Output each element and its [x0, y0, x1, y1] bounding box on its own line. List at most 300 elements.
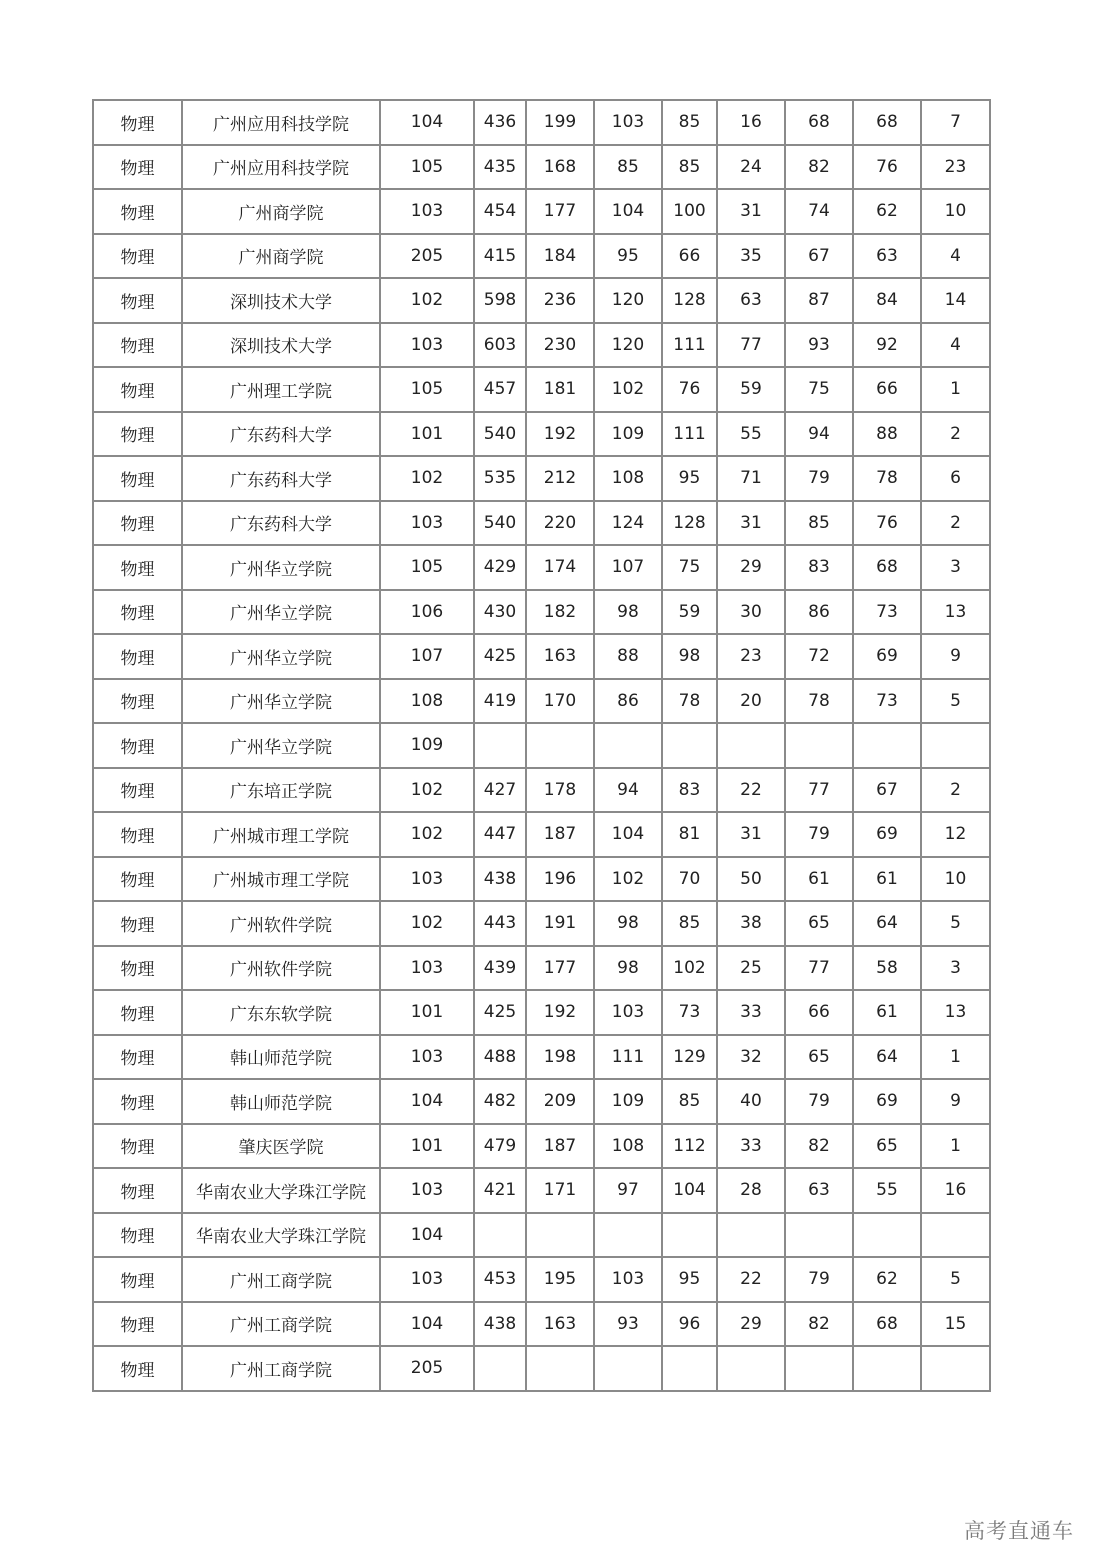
value-cell: 31: [717, 812, 785, 857]
value-cell: 170: [526, 679, 594, 724]
table-row: [93, 412, 990, 457]
major-group-cell: 105: [380, 367, 474, 412]
value-cell: 77: [717, 323, 785, 368]
value-cell: 120: [594, 278, 662, 323]
value-cell: [594, 723, 662, 768]
value-cell: 16: [717, 100, 785, 145]
major-group-cell: 101: [380, 412, 474, 457]
value-cell: 23: [921, 145, 990, 190]
value-cell: 79: [785, 812, 853, 857]
major-group-cell: 103: [380, 1035, 474, 1080]
major-group-cell: 102: [380, 812, 474, 857]
table-row: [93, 501, 990, 546]
value-cell: 103: [594, 990, 662, 1035]
value-cell: 85: [662, 901, 717, 946]
value-cell: 68: [853, 1302, 921, 1347]
value-cell: 66: [662, 234, 717, 279]
value-cell: 5: [921, 901, 990, 946]
value-cell: [853, 723, 921, 768]
value-cell: 104: [662, 1168, 717, 1213]
value-cell: 102: [594, 367, 662, 412]
value-cell: 103: [594, 100, 662, 145]
value-cell: [921, 723, 990, 768]
value-cell: [921, 1213, 990, 1258]
school-cell: 广州工商学院: [182, 1302, 380, 1347]
value-cell: 65: [853, 1124, 921, 1169]
value-cell: 64: [853, 1035, 921, 1080]
subject-cell: 物理: [93, 812, 182, 857]
value-cell: 102: [594, 857, 662, 902]
value-cell: 76: [662, 367, 717, 412]
value-cell: 415: [474, 234, 526, 279]
value-cell: 104: [594, 189, 662, 234]
value-cell: 85: [662, 100, 717, 145]
value-cell: 61: [853, 857, 921, 902]
major-group-cell: 205: [380, 1346, 474, 1391]
school-cell: 广州工商学院: [182, 1257, 380, 1302]
value-cell: 108: [594, 1124, 662, 1169]
value-cell: 3: [921, 946, 990, 991]
table-row: [93, 901, 990, 946]
subject-cell: 物理: [93, 1168, 182, 1213]
table-row: [93, 768, 990, 813]
major-group-cell: 103: [380, 946, 474, 991]
subject-cell: 物理: [93, 1302, 182, 1347]
subject-cell: 物理: [93, 412, 182, 457]
value-cell: 108: [594, 456, 662, 501]
school-cell: 华南农业大学珠江学院: [182, 1168, 380, 1213]
table-row: [93, 323, 990, 368]
table-row: [93, 1302, 990, 1347]
major-group-cell: 105: [380, 145, 474, 190]
value-cell: 103: [594, 1257, 662, 1302]
subject-cell: 物理: [93, 234, 182, 279]
value-cell: 540: [474, 501, 526, 546]
value-cell: 79: [785, 1257, 853, 1302]
value-cell: 64: [853, 901, 921, 946]
value-cell: 30: [717, 590, 785, 635]
table-row: [93, 1213, 990, 1258]
value-cell: 435: [474, 145, 526, 190]
value-cell: 40: [717, 1079, 785, 1124]
value-cell: 95: [594, 234, 662, 279]
value-cell: 74: [785, 189, 853, 234]
value-cell: 70: [662, 857, 717, 902]
major-group-cell: 104: [380, 1213, 474, 1258]
value-cell: 24: [717, 145, 785, 190]
subject-cell: 物理: [93, 1035, 182, 1080]
value-cell: 1: [921, 1124, 990, 1169]
major-group-cell: 101: [380, 990, 474, 1035]
value-cell: 182: [526, 590, 594, 635]
value-cell: 93: [785, 323, 853, 368]
value-cell: 68: [853, 545, 921, 590]
value-cell: [853, 1213, 921, 1258]
value-cell: [526, 723, 594, 768]
subject-cell: 物理: [93, 901, 182, 946]
value-cell: 31: [717, 189, 785, 234]
major-group-cell: 103: [380, 323, 474, 368]
value-cell: 32: [717, 1035, 785, 1080]
school-cell: 广州城市理工学院: [182, 812, 380, 857]
value-cell: [785, 723, 853, 768]
table-row: [93, 812, 990, 857]
value-cell: 453: [474, 1257, 526, 1302]
subject-cell: 物理: [93, 278, 182, 323]
value-cell: [662, 1346, 717, 1391]
table-row: [93, 679, 990, 724]
value-cell: 98: [594, 946, 662, 991]
value-cell: 488: [474, 1035, 526, 1080]
value-cell: 63: [853, 234, 921, 279]
value-cell: 22: [717, 1257, 785, 1302]
value-cell: 230: [526, 323, 594, 368]
value-cell: 195: [526, 1257, 594, 1302]
value-cell: 66: [785, 990, 853, 1035]
table-row: [93, 145, 990, 190]
school-cell: 广州商学院: [182, 234, 380, 279]
value-cell: 61: [853, 990, 921, 1035]
subject-cell: 物理: [93, 768, 182, 813]
subject-cell: 物理: [93, 679, 182, 724]
value-cell: 75: [785, 367, 853, 412]
value-cell: 96: [662, 1302, 717, 1347]
subject-cell: 物理: [93, 145, 182, 190]
value-cell: 425: [474, 990, 526, 1035]
value-cell: 178: [526, 768, 594, 813]
subject-cell: 物理: [93, 723, 182, 768]
value-cell: 85: [662, 145, 717, 190]
value-cell: 171: [526, 1168, 594, 1213]
subject-cell: 物理: [93, 1124, 182, 1169]
major-group-cell: 103: [380, 1168, 474, 1213]
value-cell: 1: [921, 367, 990, 412]
value-cell: 2: [921, 768, 990, 813]
value-cell: 78: [853, 456, 921, 501]
value-cell: 177: [526, 946, 594, 991]
value-cell: 168: [526, 145, 594, 190]
score-table-body: [93, 100, 990, 1391]
subject-cell: 物理: [93, 1257, 182, 1302]
value-cell: 7: [921, 100, 990, 145]
major-group-cell: 102: [380, 278, 474, 323]
value-cell: 112: [662, 1124, 717, 1169]
value-cell: 38: [717, 901, 785, 946]
value-cell: 76: [853, 145, 921, 190]
value-cell: 78: [785, 679, 853, 724]
value-cell: 1: [921, 1035, 990, 1080]
value-cell: [853, 1346, 921, 1391]
value-cell: 76: [853, 501, 921, 546]
value-cell: 95: [662, 456, 717, 501]
table-row: [93, 1124, 990, 1169]
value-cell: 98: [594, 901, 662, 946]
value-cell: 63: [717, 278, 785, 323]
value-cell: 25: [717, 946, 785, 991]
value-cell: 421: [474, 1168, 526, 1213]
value-cell: [474, 723, 526, 768]
value-cell: 69: [853, 634, 921, 679]
school-cell: 华南农业大学珠江学院: [182, 1213, 380, 1258]
value-cell: 93: [594, 1302, 662, 1347]
table-row: [93, 590, 990, 635]
value-cell: 67: [853, 768, 921, 813]
value-cell: 83: [662, 768, 717, 813]
value-cell: 98: [662, 634, 717, 679]
major-group-cell: 107: [380, 634, 474, 679]
school-cell: 韩山师范学院: [182, 1035, 380, 1080]
value-cell: 88: [853, 412, 921, 457]
value-cell: 65: [785, 1035, 853, 1080]
table-row: [93, 1168, 990, 1213]
value-cell: [921, 1346, 990, 1391]
school-cell: 广东培正学院: [182, 768, 380, 813]
subject-cell: 物理: [93, 501, 182, 546]
value-cell: 191: [526, 901, 594, 946]
value-cell: 181: [526, 367, 594, 412]
school-cell: 广州华立学院: [182, 634, 380, 679]
value-cell: 23: [717, 634, 785, 679]
table-row: [93, 857, 990, 902]
value-cell: 50: [717, 857, 785, 902]
major-group-cell: 108: [380, 679, 474, 724]
value-cell: 10: [921, 857, 990, 902]
value-cell: 184: [526, 234, 594, 279]
value-cell: [594, 1346, 662, 1391]
value-cell: 22: [717, 768, 785, 813]
watermark: 高考直通车: [964, 1519, 1074, 1543]
school-cell: 韩山师范学院: [182, 1079, 380, 1124]
subject-cell: 物理: [93, 1346, 182, 1391]
value-cell: 429: [474, 545, 526, 590]
value-cell: 535: [474, 456, 526, 501]
table-row: [93, 1079, 990, 1124]
value-cell: 20: [717, 679, 785, 724]
value-cell: 439: [474, 946, 526, 991]
value-cell: 82: [785, 1302, 853, 1347]
value-cell: 86: [785, 590, 853, 635]
school-cell: 广州应用科技学院: [182, 145, 380, 190]
table-row: [93, 189, 990, 234]
school-cell: 深圳技术大学: [182, 323, 380, 368]
value-cell: 29: [717, 1302, 785, 1347]
subject-cell: 物理: [93, 189, 182, 234]
major-group-cell: 104: [380, 100, 474, 145]
value-cell: [785, 1213, 853, 1258]
value-cell: 29: [717, 545, 785, 590]
value-cell: 16: [921, 1168, 990, 1213]
table-row: [93, 1257, 990, 1302]
value-cell: 98: [594, 590, 662, 635]
value-cell: 84: [853, 278, 921, 323]
table-row: [93, 234, 990, 279]
value-cell: 85: [662, 1079, 717, 1124]
value-cell: 128: [662, 501, 717, 546]
value-cell: 15: [921, 1302, 990, 1347]
value-cell: 9: [921, 1079, 990, 1124]
table-row: [93, 278, 990, 323]
value-cell: 427: [474, 768, 526, 813]
value-cell: 129: [662, 1035, 717, 1080]
table-row: [93, 946, 990, 991]
value-cell: 447: [474, 812, 526, 857]
value-cell: 9: [921, 634, 990, 679]
value-cell: 220: [526, 501, 594, 546]
major-group-cell: 102: [380, 456, 474, 501]
value-cell: 120: [594, 323, 662, 368]
value-cell: 95: [662, 1257, 717, 1302]
value-cell: 425: [474, 634, 526, 679]
value-cell: 82: [785, 1124, 853, 1169]
school-cell: 广东药科大学: [182, 456, 380, 501]
value-cell: 104: [594, 812, 662, 857]
major-group-cell: 205: [380, 234, 474, 279]
major-group-cell: 102: [380, 768, 474, 813]
value-cell: 2: [921, 501, 990, 546]
subject-cell: 物理: [93, 634, 182, 679]
value-cell: 71: [717, 456, 785, 501]
value-cell: 61: [785, 857, 853, 902]
value-cell: 94: [594, 768, 662, 813]
table-row: [93, 367, 990, 412]
school-cell: 广州华立学院: [182, 723, 380, 768]
value-cell: 31: [717, 501, 785, 546]
value-cell: 88: [594, 634, 662, 679]
table-row: [93, 723, 990, 768]
value-cell: 33: [717, 990, 785, 1035]
subject-cell: 物理: [93, 857, 182, 902]
value-cell: 192: [526, 412, 594, 457]
value-cell: 58: [853, 946, 921, 991]
subject-cell: 物理: [93, 1213, 182, 1258]
value-cell: 73: [853, 590, 921, 635]
value-cell: 540: [474, 412, 526, 457]
value-cell: 63: [785, 1168, 853, 1213]
major-group-cell: 105: [380, 545, 474, 590]
value-cell: 78: [662, 679, 717, 724]
value-cell: 13: [921, 590, 990, 635]
major-group-cell: 106: [380, 590, 474, 635]
subject-cell: 物理: [93, 946, 182, 991]
value-cell: [662, 1213, 717, 1258]
value-cell: 85: [594, 145, 662, 190]
value-cell: 430: [474, 590, 526, 635]
value-cell: [785, 1346, 853, 1391]
value-cell: 67: [785, 234, 853, 279]
value-cell: 68: [853, 100, 921, 145]
value-cell: 5: [921, 679, 990, 724]
score-table: [92, 99, 991, 1392]
school-cell: 广州华立学院: [182, 679, 380, 724]
value-cell: 85: [785, 501, 853, 546]
major-group-cell: 104: [380, 1302, 474, 1347]
value-cell: 13: [921, 990, 990, 1035]
value-cell: 163: [526, 634, 594, 679]
subject-cell: 物理: [93, 1079, 182, 1124]
value-cell: 73: [853, 679, 921, 724]
value-cell: 438: [474, 1302, 526, 1347]
value-cell: 236: [526, 278, 594, 323]
value-cell: 68: [785, 100, 853, 145]
value-cell: 75: [662, 545, 717, 590]
major-group-cell: 103: [380, 1257, 474, 1302]
value-cell: 12: [921, 812, 990, 857]
value-cell: 69: [853, 812, 921, 857]
value-cell: 100: [662, 189, 717, 234]
value-cell: [717, 723, 785, 768]
school-cell: 广东东软学院: [182, 990, 380, 1035]
major-group-cell: 101: [380, 1124, 474, 1169]
subject-cell: 物理: [93, 456, 182, 501]
table-row: [93, 545, 990, 590]
table-row: [93, 100, 990, 145]
value-cell: 419: [474, 679, 526, 724]
school-cell: 广州工商学院: [182, 1346, 380, 1391]
value-cell: 109: [594, 1079, 662, 1124]
value-cell: 107: [594, 545, 662, 590]
value-cell: 77: [785, 946, 853, 991]
value-cell: 6: [921, 456, 990, 501]
value-cell: [474, 1213, 526, 1258]
value-cell: 212: [526, 456, 594, 501]
major-group-cell: 109: [380, 723, 474, 768]
subject-cell: 物理: [93, 990, 182, 1035]
value-cell: 196: [526, 857, 594, 902]
value-cell: 81: [662, 812, 717, 857]
value-cell: 457: [474, 367, 526, 412]
value-cell: [662, 723, 717, 768]
subject-cell: 物理: [93, 100, 182, 145]
value-cell: 2: [921, 412, 990, 457]
value-cell: [526, 1213, 594, 1258]
table-row: [93, 1346, 990, 1391]
value-cell: 79: [785, 1079, 853, 1124]
major-group-cell: 103: [380, 857, 474, 902]
school-cell: 广东药科大学: [182, 501, 380, 546]
value-cell: 5: [921, 1257, 990, 1302]
value-cell: 124: [594, 501, 662, 546]
value-cell: 209: [526, 1079, 594, 1124]
school-cell: 深圳技术大学: [182, 278, 380, 323]
school-cell: 广州华立学院: [182, 590, 380, 635]
value-cell: 4: [921, 234, 990, 279]
value-cell: 199: [526, 100, 594, 145]
school-cell: 广州软件学院: [182, 901, 380, 946]
value-cell: 69: [853, 1079, 921, 1124]
value-cell: 177: [526, 189, 594, 234]
value-cell: 109: [594, 412, 662, 457]
school-cell: 广州城市理工学院: [182, 857, 380, 902]
value-cell: 4: [921, 323, 990, 368]
major-group-cell: 103: [380, 189, 474, 234]
school-cell: 肇庆医学院: [182, 1124, 380, 1169]
value-cell: 62: [853, 189, 921, 234]
value-cell: 111: [662, 323, 717, 368]
table-row: [93, 456, 990, 501]
value-cell: 59: [717, 367, 785, 412]
value-cell: 92: [853, 323, 921, 368]
value-cell: 97: [594, 1168, 662, 1213]
table-row: [93, 634, 990, 679]
value-cell: 65: [785, 901, 853, 946]
value-cell: 3: [921, 545, 990, 590]
value-cell: 443: [474, 901, 526, 946]
value-cell: 187: [526, 812, 594, 857]
table-row: [93, 1035, 990, 1080]
school-cell: 广州理工学院: [182, 367, 380, 412]
value-cell: 482: [474, 1079, 526, 1124]
value-cell: 62: [853, 1257, 921, 1302]
